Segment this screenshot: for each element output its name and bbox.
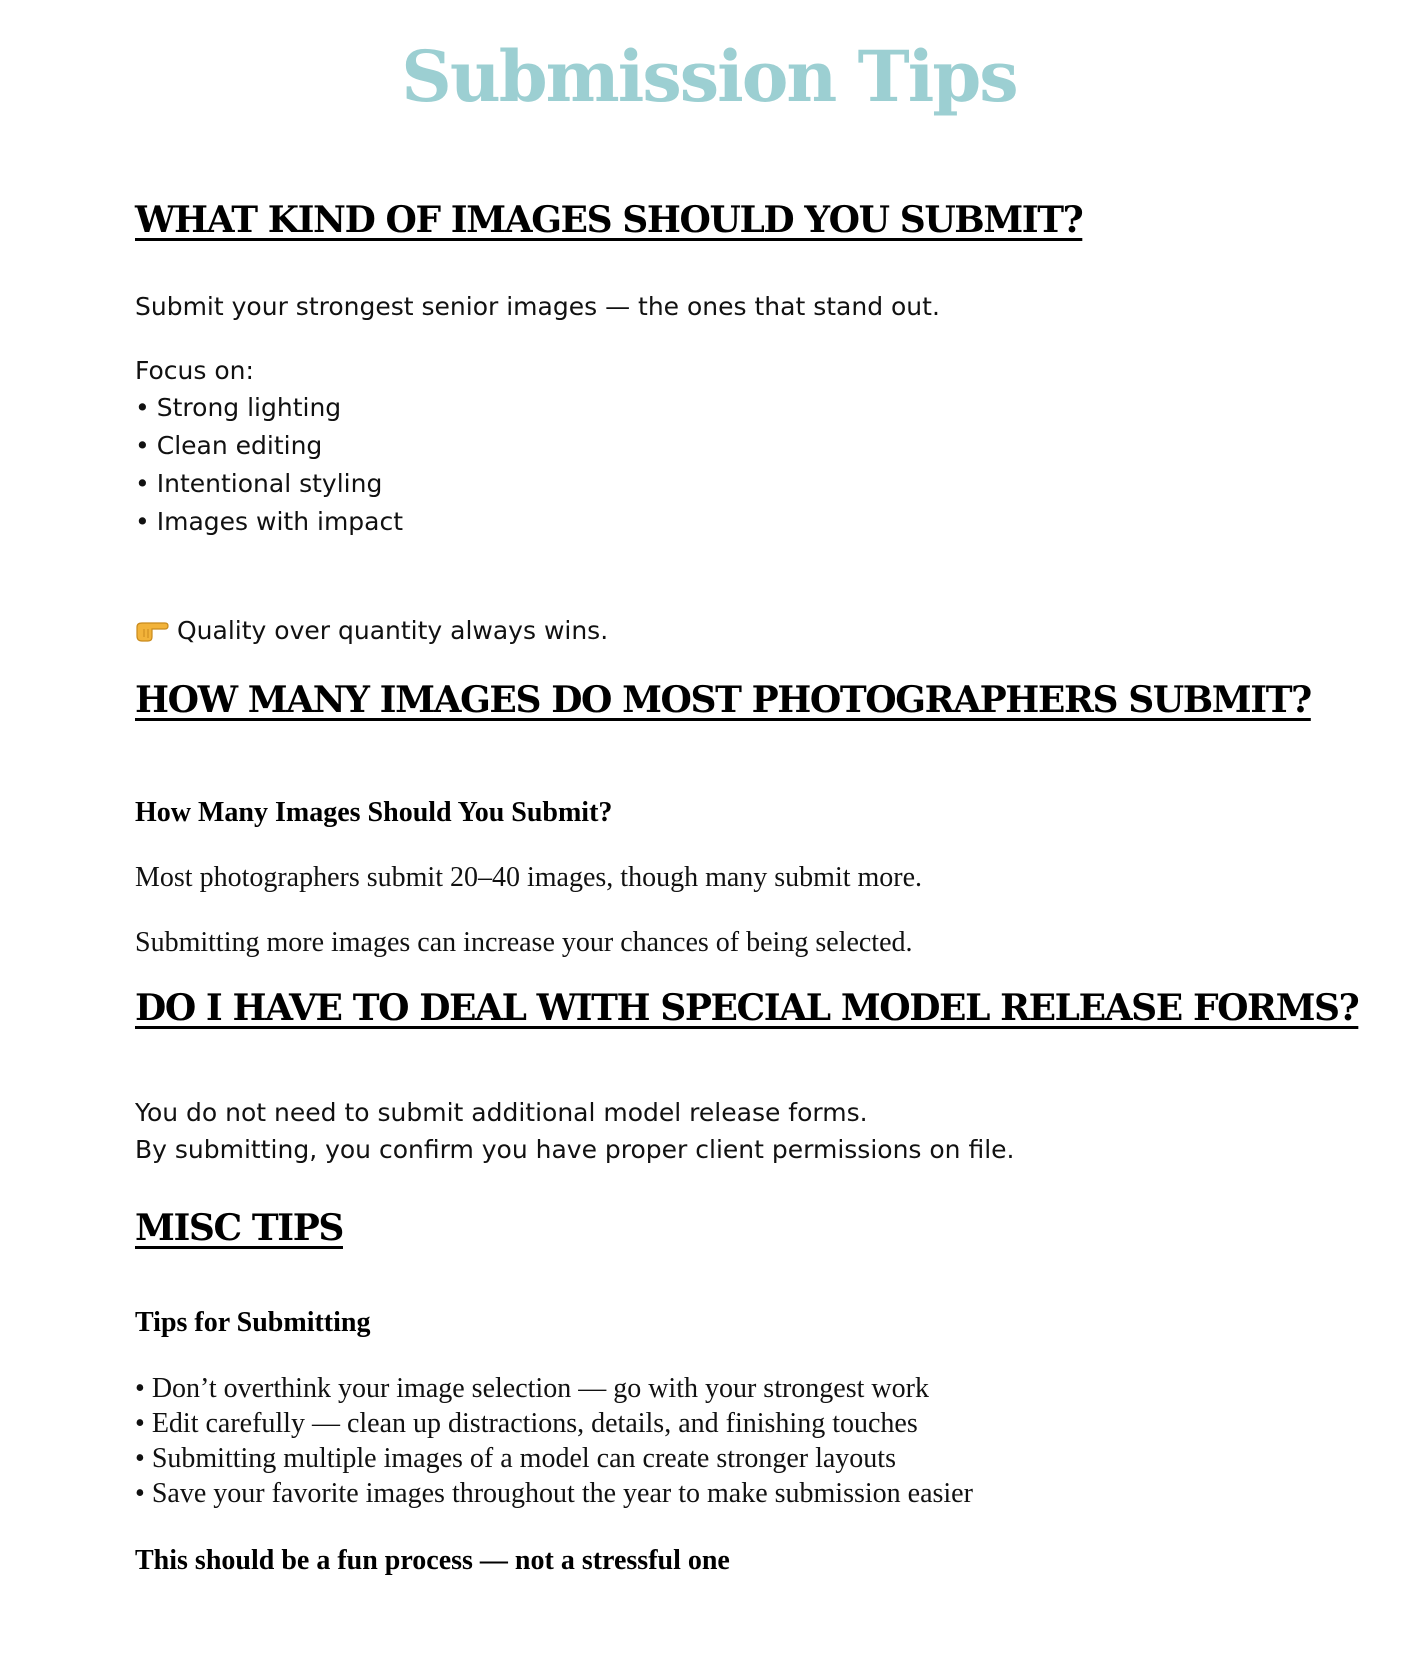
pointing-hand-icon bbox=[135, 617, 169, 643]
subheading-tips: Tips for Submitting bbox=[135, 1307, 371, 1338]
closing-line: This should be a fun process — not a stressful one bbox=[135, 1545, 730, 1576]
list-item: • Submitting multiple images of a model can create stronger layouts bbox=[135, 1443, 896, 1474]
list-item: • Edit carefully — clean up distractions, details, and finishing touches bbox=[135, 1408, 918, 1439]
section-heading-how-many: HOW MANY IMAGES DO MOST PHOTOGRAPHERS SUBMIT? bbox=[135, 679, 1311, 721]
bullet: • bbox=[135, 1373, 145, 1404]
list-item: • Don’t overthink your image selection — go with your strongest work bbox=[135, 1373, 929, 1404]
tips-list bbox=[135, 1371, 973, 1511]
bullet: • bbox=[135, 1443, 145, 1474]
focus-label: Focus on: bbox=[135, 356, 254, 385]
bullet: • bbox=[135, 393, 150, 422]
list-item: • Images with impact bbox=[135, 503, 403, 541]
bullet: • bbox=[135, 1478, 145, 1509]
section-heading-what-kind: WHAT KIND OF IMAGES SHOULD YOU SUBMIT? bbox=[135, 199, 1083, 241]
bullet: • bbox=[135, 507, 150, 536]
subheading-how-many: How Many Images Should You Submit? bbox=[135, 797, 613, 828]
release-line: By submitting, you confirm you have proper client permissions on file. bbox=[135, 1135, 1015, 1164]
callout-line bbox=[135, 612, 608, 650]
paragraph: Most photographers submit 20–40 images, though many submit more. bbox=[135, 862, 923, 893]
list-item: • Save your favorite images throughout the year to make submission easier bbox=[135, 1478, 973, 1509]
section-heading-model-release: DO I HAVE TO DEAL WITH SPECIAL MODEL RELEASE FORMS? bbox=[135, 987, 1359, 1029]
bullet: • bbox=[135, 469, 150, 498]
callout-text: Quality over quantity always wins. bbox=[177, 616, 609, 645]
list-item: • Intentional styling bbox=[135, 465, 403, 503]
intro-text: Submit your strongest senior images — the ones that stand out. bbox=[135, 292, 940, 321]
paragraph: Submitting more images can increase your chances of being selected. bbox=[135, 927, 913, 958]
bullet: • bbox=[135, 431, 150, 460]
release-line: You do not need to submit additional model release forms. bbox=[135, 1098, 868, 1127]
list-item: • Strong lighting bbox=[135, 389, 403, 427]
focus-list bbox=[135, 389, 403, 541]
list-item: • Clean editing bbox=[135, 427, 403, 465]
section-heading-misc-tips: MISC TIPS bbox=[135, 1207, 343, 1249]
page-title: Submission Tips bbox=[401, 35, 1017, 118]
bullet: • bbox=[135, 1408, 145, 1439]
